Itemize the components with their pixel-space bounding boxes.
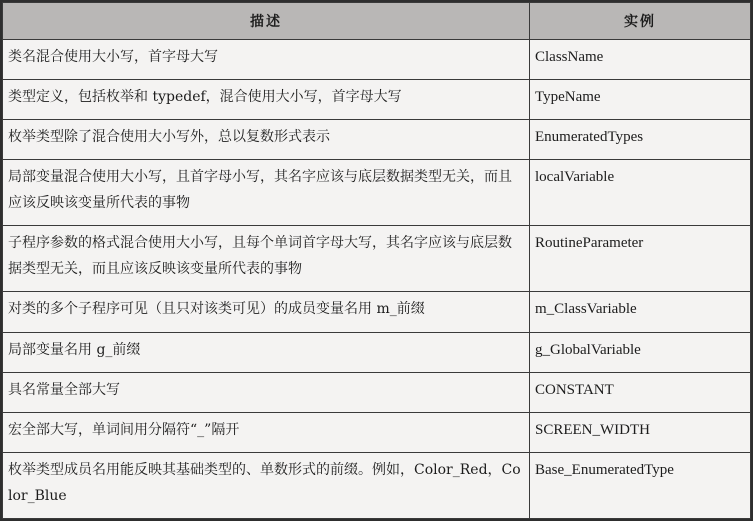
row-example: CONSTANT — [530, 372, 751, 412]
row-description: 局部变量混合使用大小写，且首字母小写，其名字应该与底层数据类型无关，而且应该反映该变量所代表的事物 — [3, 160, 530, 226]
row-example: TypeName — [530, 80, 751, 120]
row-description: 子程序参数的格式混合使用大小写，且每个单词首字母大写，其名字应该与底层数据类型无关，而且应该反映该变量所代表的事物 — [3, 226, 530, 292]
row-description: 具名常量全部大写 — [3, 372, 530, 412]
row-description: 局部变量名用 g_前缀 — [3, 332, 530, 372]
row-example: ClassName — [530, 40, 751, 80]
naming-convention-table — [2, 2, 751, 519]
table-row — [3, 80, 751, 120]
row-description: 枚举类型除了混合使用大小写外，总以复数形式表示 — [3, 120, 530, 160]
table-row — [3, 372, 751, 412]
table-row — [3, 120, 751, 160]
row-example: RoutineParameter — [530, 226, 751, 292]
table-row — [3, 40, 751, 80]
row-description: 对类的多个子程序可见（且只对该类可见）的成员变量名用 m_前缀 — [3, 292, 530, 332]
row-example: SCREEN_WIDTH — [530, 412, 751, 452]
table-row — [3, 452, 751, 518]
table-header-row — [3, 3, 751, 40]
table-row — [3, 332, 751, 372]
header-description: 描述 — [3, 3, 530, 40]
header-example: 实例 — [530, 3, 751, 40]
table-row — [3, 226, 751, 292]
row-description: 枚举类型成员名用能反映其基础类型的、单数形式的前缀。例如，Color_Red，Color_Blue — [3, 452, 530, 518]
table-row — [3, 160, 751, 226]
row-example: Base_EnumeratedType — [530, 452, 751, 518]
row-example: localVariable — [530, 160, 751, 226]
table-row — [3, 412, 751, 452]
row-example: g_GlobalVariable — [530, 332, 751, 372]
table-row — [3, 292, 751, 332]
row-example: EnumeratedTypes — [530, 120, 751, 160]
row-description: 宏全部大写，单词间用分隔符“_”隔开 — [3, 412, 530, 452]
row-description: 类型定义，包括枚举和 typedef，混合使用大小写，首字母大写 — [3, 80, 530, 120]
row-description: 类名混合使用大小写，首字母大写 — [3, 40, 530, 80]
row-example: m_ClassVariable — [530, 292, 751, 332]
